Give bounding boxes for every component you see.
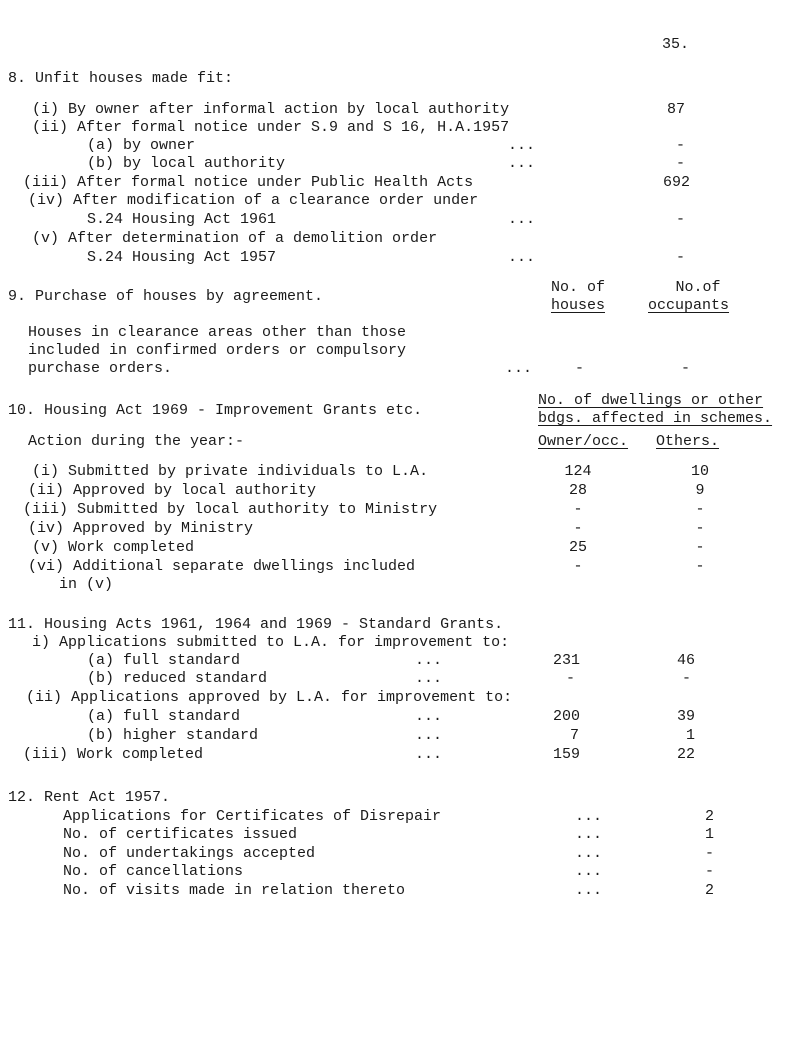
s10-subtitle: Action during the year:- [28,433,245,450]
s10-row-owner-value: - [573,520,583,537]
s9-col2-header-a: No.of [675,279,721,296]
s10-row-label: (iii) Submitted by local authority to Ministry [23,501,438,518]
s8-item-ii-b: (b) by local authority [87,155,286,172]
s12-row-dots: ... [575,845,603,862]
s11-item-iii: (iii) Work completed [23,746,204,763]
section-11-title: 11. Housing Acts 1961, 1964 and 1969 - Standard Grants. [8,616,504,633]
s8-item-iv-cont: S.24 Housing Act 1961 [87,211,277,228]
s8-item-i: (i) By owner after informal action by local authority [32,101,510,118]
s10-col-owner-occ: Owner/occ. [538,433,629,450]
s10-header-line-1: No. of dwellings or other [538,392,764,409]
s12-row-value: 1 [705,826,715,843]
s9-col2-header-b: occupants [648,297,730,314]
s10-col-others: Others. [656,433,720,450]
s11-item-iii-dots: ... [415,746,443,763]
s10-row-label: (v) Work completed [32,539,195,556]
s9-value-occupants: - [681,360,691,377]
s10-header-line-2: bdgs. affected in schemes. [538,410,773,427]
s10-row-others-value: - [695,501,705,518]
section-9-title: 9. Purchase of houses by agreement. [8,288,324,305]
s11-item-ii-a-owner: 200 [553,708,581,725]
s9-col1-header-b: houses [550,297,605,314]
s10-row-label: (vi) Additional separate dwellings included [28,558,416,575]
s9-text-line-2: included in confirmed orders or compulsory [28,342,407,359]
s8-item-v-cont: S.24 Housing Act 1957 [87,249,277,266]
section-12-title: 12. Rent Act 1957. [8,789,171,806]
s11-item-i-a-owner: 231 [553,652,581,669]
s10-row-label: (i) Submitted by private individuals to L.A. [32,463,429,480]
s11-item-ii: (ii) Applications approved by L.A. for improvement to: [26,689,513,706]
s10-row-others-value: - [695,539,705,556]
s8-item-ii: (ii) After formal notice under S.9 and S 16, H.A.1957 [32,119,510,136]
s10-row-vi-continuation: in (v) [59,576,114,593]
s12-row-label: No. of certificates issued [63,826,298,843]
s8-item-iv-value: - [676,211,686,228]
s8-item-v-dots: ... [508,249,536,266]
s11-item-ii-b-owner: 7 [570,727,580,744]
s8-item-ii-b-value: - [676,155,686,172]
s12-row-label: No. of visits made in relation thereto [63,882,406,899]
s11-item-i-a-dots: ... [415,652,443,669]
s11-item-ii-b-others: 1 [686,727,696,744]
s8-item-iv-dots: ... [508,211,536,228]
s9-text-line-1: Houses in clearance areas other than those [28,324,407,341]
s9-dots: ... [505,360,533,377]
s12-row-label: No. of undertakings accepted [63,845,316,862]
s10-row-label: (ii) Approved by local authority [28,482,317,499]
s8-item-v-value: - [676,249,686,266]
s8-item-ii-a-dots: ... [508,137,536,154]
s10-row-owner-value: - [573,501,583,518]
s11-item-ii-a-dots: ... [415,708,443,725]
section-8-title: 8. Unfit houses made fit: [8,70,234,87]
s10-row-label: (iv) Approved by Ministry [28,520,254,537]
s12-row-dots: ... [575,826,603,843]
s8-item-iii: (iii) After formal notice under Public Health Acts [23,174,474,191]
s8-item-v: (v) After determination of a demolition order [32,230,438,247]
s11-item-i-b-dots: ... [415,670,443,687]
s10-row-owner-value: 28 [568,482,587,499]
s12-row-value: - [705,845,715,862]
s12-row-dots: ... [575,882,603,899]
s9-text-line-3: purchase orders. [28,360,173,377]
section-10-title: 10. Housing Act 1969 - Improvement Grants etc. [8,402,423,419]
s8-item-iii-value: 692 [663,174,691,191]
s10-row-owner-value: 25 [568,539,587,556]
s12-row-value: 2 [705,808,715,825]
page-number: 35. [662,36,690,53]
s11-item-ii-b: (b) higher standard [87,727,259,744]
s10-row-others-value: 10 [690,463,709,480]
s8-item-i-value: 87 [667,101,686,118]
s12-row-label: Applications for Certificates of Disrepair [63,808,442,825]
s8-item-iv: (iv) After modification of a clearance order under [28,192,479,209]
s11-item-i-b-owner: - [566,670,576,687]
s11-item-i-a: (a) full standard [87,652,241,669]
s12-row-dots: ... [575,808,603,825]
s8-item-ii-a-value: - [676,137,686,154]
s11-item-ii-a-others: 39 [677,708,696,725]
s9-value-houses: - [575,360,585,377]
s9-col1-header-a: No. of [550,279,605,296]
s10-row-others-value: - [695,558,705,575]
s8-item-ii-b-dots: ... [508,155,536,172]
s12-row-label: No. of cancellations [63,863,244,880]
s8-item-ii-a: (a) by owner [87,137,196,154]
s11-item-i-a-others: 46 [677,652,696,669]
s12-row-dots: ... [575,863,603,880]
s12-row-value: - [705,863,715,880]
s11-item-iii-owner: 159 [553,746,581,763]
s10-row-others-value: - [695,520,705,537]
s12-row-value: 2 [705,882,715,899]
s10-row-owner-value: - [573,558,583,575]
s10-row-owner-value: 124 [564,463,592,480]
s11-item-i-b-others: - [682,670,692,687]
s11-item-i: i) Applications submitted to L.A. for improvement to: [32,634,510,651]
s11-item-i-b: (b) reduced standard [87,670,268,687]
s11-item-ii-a: (a) full standard [87,708,241,725]
s11-item-iii-others: 22 [677,746,696,763]
s11-item-ii-b-dots: ... [415,727,443,744]
s10-row-others-value: 9 [695,482,705,499]
